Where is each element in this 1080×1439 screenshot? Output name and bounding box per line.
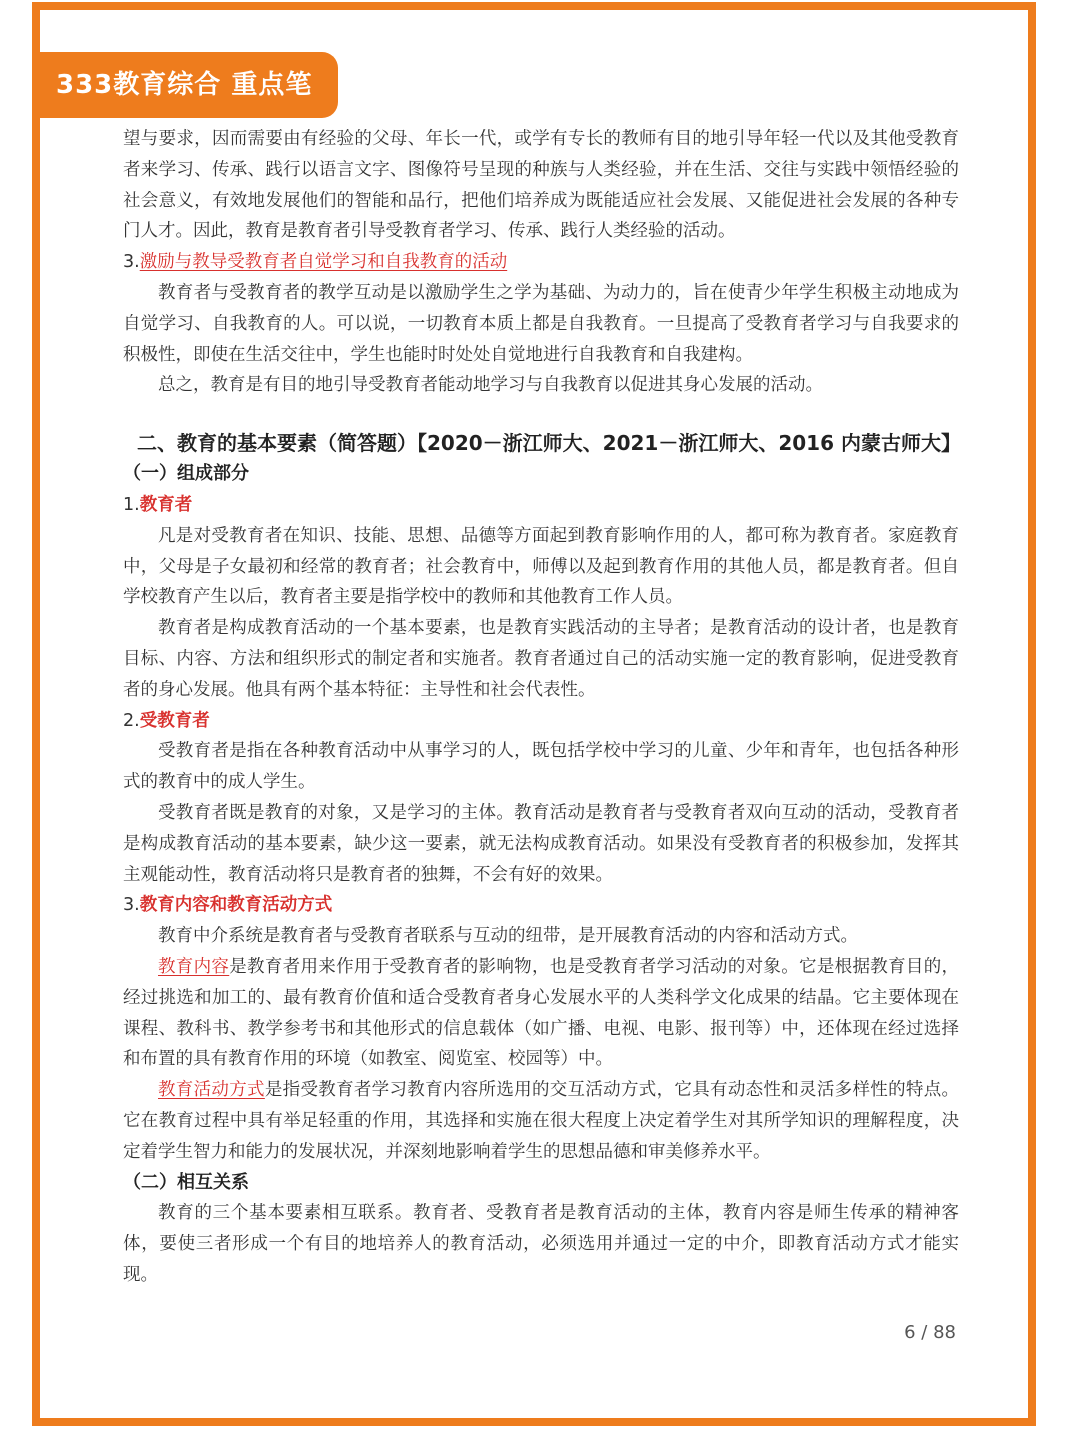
element2-paragraph-2: 受教育者既是教育的对象，又是学习的主体。教育活动是教育者与受教育者双向互动的活动，受教育者是构成教育活动的基本要素，缺少这一要素，就无法构成教育活动。如果没有受教育者的积极参加，发挥其主观能动性，教育活动将只是教育者的独舞，不会有好的效果。: [123, 802, 959, 885]
element3-title: 教育内容和教育活动方式: [139, 895, 333, 916]
subsection1-heading: （一）组成部分: [123, 463, 249, 485]
element3-heading: [123, 890, 959, 921]
element1-paragraph-2: 教育者是构成教育活动的一个基本要素，也是教育实践活动的主导者；是教育活动的设计者，也是教育目标、内容、方法和组织形式的制定者和实施者。教育者通过自己的活动实施一定的教育影响，促进受教育者的身心发展。他具有两个基本特征：主导性和社会代表性。: [123, 618, 959, 700]
item3-number: 3.: [123, 252, 140, 273]
element1-heading: [123, 490, 959, 521]
element1-number: 1.: [123, 494, 140, 515]
item3-heading: [123, 247, 959, 278]
document-body: [123, 124, 959, 1291]
element3-paragraph-2-text: 是教育者用来作用于受教育者的影响物，也是受教育者学习活动的对象。它是根据教育目的，经过挑选和加工的、最有教育价值和适合受教育者身心发展水平的人类科学文化成果的结晶。它主要体现在课程、教科书、教学参考书和其他形式的信息载体（如广播、电视、电影、报刊等）中，还体现在经过选择和布置的具有教育作用的环境（如教室、阅览室、校园等）中。: [123, 956, 960, 1070]
element3-paragraph-1: 教育中介系统是教育者与受教育者联系与互动的纽带，是开展教育活动的内容和活动方式。: [158, 926, 858, 947]
summary-paragraph: 总之，教育是有目的地引导受教育者能动地学习与自我教育以促进其身心发展的活动。: [158, 375, 823, 396]
element2-number: 2.: [123, 710, 140, 731]
element3-number: 3.: [123, 895, 140, 916]
element1-paragraph-1: 凡是对受教育者在知识、技能、思想、品德等方面起到教育影响作用的人，都可称为教育者。家庭教育中，父母是子女最初和经常的教育者；社会教育中，师傅以及起到教育作用的其他人员，都是教育者。但自学校教育产生以后，教育者主要是指学校中的教师和其他教育工作人员。: [123, 525, 959, 608]
intro-paragraph: 望与要求，因而需要由有经验的父母、年长一代，或学有专长的教师有目的地引导年轻一代以及其他受教育者来学习、传承、践行以语言文字、图像符号呈现的种族与人类经验，并在生活、交往与实践中领悟经验的社会意义，有效地发展他们的智能和品行，把他们培养成为既能适应社会发展、又能促进社会发展的各种专门人才。因此，教育是教育者引导受教育者学习、传承、践行人类经验的活动。: [123, 129, 959, 242]
element3-paragraph-2: [123, 952, 959, 1075]
element3-paragraph-3-text: 是指受教育者学习教育内容所选用的交互活动方式，它具有动态性和灵活多样性的特点。它在教育过程中具有举足轻重的作用，其选择和实施在很大程度上决定着学生对其所学知识的理解程度，决定着学生智力和能力的发展状况，并深刻地影响着学生的思想品德和审美修养水平。: [123, 1080, 959, 1162]
element2-heading: [123, 706, 959, 737]
term-activity-mode: 教育活动方式: [158, 1080, 265, 1101]
header-title: 333教育综合 重点笔记: [56, 70, 313, 166]
page-number: 6 / 88: [904, 1322, 956, 1343]
element2-paragraph-1: 受教育者是指在各种教育活动中从事学习的人，既包括学校中学习的儿童、少年和青年，也包括各种形式的教育中的成人学生。: [123, 741, 959, 793]
element3-paragraph-3: [123, 1075, 959, 1167]
item3-title: 激励与教导受教育者自觉学习和自我教育的活动: [139, 252, 508, 273]
element1-title: 教育者: [139, 494, 193, 515]
term-education-content: 教育内容: [158, 956, 230, 977]
item3-paragraph: 教育者与受教育者的教学互动是以激励学生之学为基础、为动力的，旨在使青少年学生积极主动地成为自觉学习、自我教育的人。可以说，一切教育本质上都是自我教育。一旦提高了受教育者学习与自我要求的积极性，即使在生活交往中，学生也能时时处处自觉地进行自我教育和自我建构。: [123, 282, 959, 365]
subsection2-heading: （二）相互关系: [123, 1171, 249, 1193]
subsection2-paragraph: 教育的三个基本要素相互联系。教育者、受教育者是教育活动的主体，教育内容是师生传承的精神客体，要使三者形成一个有目的地培养人的教育活动，必须选用并通过一定的中介，即教育活动方式才能实现。: [123, 1203, 959, 1285]
section2-heading: 二、教育的基本要素（简答题）【2020－浙江师大、2021－浙江师大、2016 内蒙古师大】: [137, 431, 961, 456]
header-title-tab: [40, 52, 338, 166]
element2-title: 受教育者: [139, 710, 210, 731]
